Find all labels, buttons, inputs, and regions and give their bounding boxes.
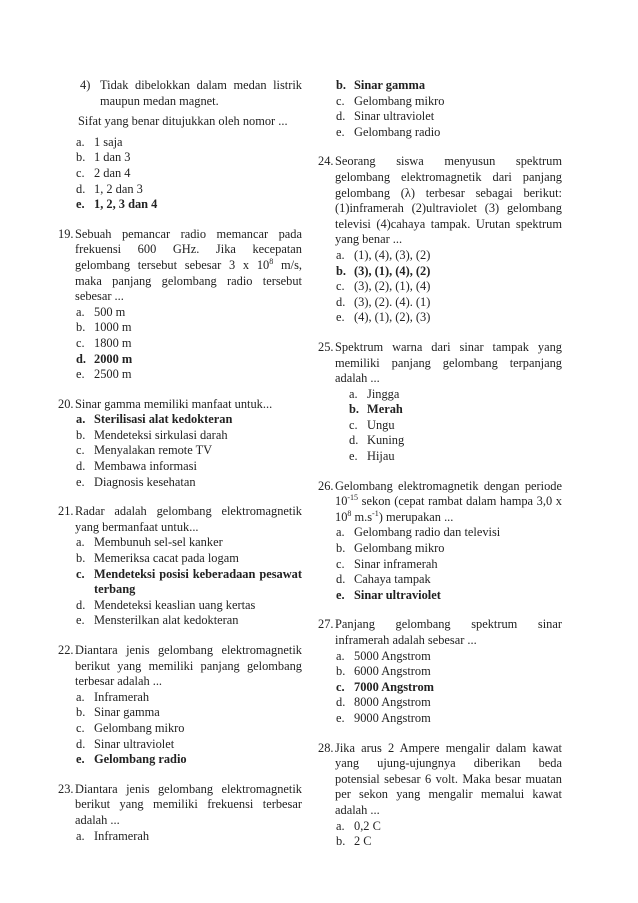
carry-prompt: Sifat yang benar ditujukkan oleh nomor ...	[78, 114, 288, 129]
question-text-part: m/s, maka panjang gelombang radio tersebut sebesar ...	[75, 257, 302, 304]
option-e-answer	[58, 197, 302, 213]
option-label: a.	[76, 689, 85, 704]
option-b	[58, 150, 302, 166]
option-text: Mendeteksi keaslian uang kertas	[94, 597, 256, 612]
option-label: c.	[349, 417, 358, 432]
option-d	[318, 572, 562, 588]
option-text: Gelombang radio	[354, 124, 441, 139]
option-label: d.	[76, 736, 86, 751]
option-text: Sinar gamma	[354, 78, 426, 92]
option-label: d.	[336, 572, 346, 587]
option-text: Sterilisasi alat kedokteran	[94, 412, 233, 427]
option-c	[58, 166, 302, 182]
option-text: 6000 Angstrom	[354, 664, 431, 679]
right-column	[318, 78, 562, 850]
question-text-part: Sebuah pemancar radio memancar pada frekuensi 600 GHz. Jika kecepatan gelombang tersebut sebesar 3 x 10	[75, 226, 302, 272]
option-b	[318, 664, 562, 680]
option-text: 8000 Angstrom	[354, 695, 431, 710]
option-c-answer	[318, 680, 562, 696]
option-text: Diagnosis kesehatan	[94, 474, 196, 489]
option-text: 1 saja	[94, 134, 123, 149]
option-c	[318, 94, 562, 110]
option-text: Sinar gamma	[94, 705, 160, 720]
question-24	[318, 154, 562, 248]
option-a	[58, 305, 302, 321]
option-label: b.	[336, 664, 346, 679]
option-e	[318, 310, 562, 326]
option-text: Inframerah	[94, 689, 150, 704]
question-text: Jika arus 2 Ampere mengalir dalam kawat yang ujung-ujungnya diberikan beda potensial sebesar 6 volt. Maka besar muatan per sekon yang mengalir memalui kawat adalah ...	[335, 740, 562, 817]
option-text: Memeriksa cacat pada logam	[94, 551, 239, 566]
option-e	[318, 711, 562, 727]
option-b	[58, 705, 302, 721]
question-number: 28.	[318, 740, 334, 755]
option-e-answer	[58, 752, 302, 768]
option-label: a.	[76, 304, 85, 319]
question-text: Panjang gelombang spektrum sinar inframerah adalah sebesar ...	[335, 617, 562, 647]
option-label: e.	[336, 310, 345, 325]
question-number: 24.	[318, 154, 334, 169]
question-text: Diantara jenis gelombang elektromagnetik berikut yang memiliki frekuensi terbesar adalah ...	[75, 781, 302, 827]
option-d	[318, 109, 562, 125]
option-text: 7000 Angstrom	[354, 679, 434, 694]
option-label: a.	[336, 525, 345, 540]
option-text: Gelombang radio	[94, 752, 187, 767]
option-label: e.	[76, 752, 85, 767]
option-label: c.	[336, 679, 345, 694]
option-label: b.	[336, 78, 346, 92]
question-27	[318, 617, 562, 648]
option-label: d.	[336, 294, 346, 309]
question-number: 26.	[318, 478, 334, 493]
exponent: -1	[372, 508, 379, 518]
option-text: Mensterilkan alat kedokteran	[94, 613, 239, 628]
option-e	[58, 367, 302, 383]
option-a	[58, 535, 302, 551]
option-c	[58, 721, 302, 737]
option-d	[318, 433, 562, 449]
option-label: e.	[349, 449, 358, 464]
option-e	[318, 449, 562, 465]
option-a	[318, 387, 562, 403]
option-label: b.	[336, 263, 346, 278]
exponent: 8	[347, 508, 352, 518]
option-a	[318, 819, 562, 835]
option-text: Sinar inframerah	[354, 556, 438, 571]
item-text: Tidak dibelokkan dalam medan listrik maupun medan magnet.	[100, 78, 302, 108]
option-text: (4), (1), (2), (3)	[354, 310, 431, 325]
exponent: 8	[269, 256, 274, 266]
option-text: Ungu	[367, 417, 395, 432]
question-23	[58, 782, 302, 829]
option-text: (3), (2). (4). (1)	[354, 294, 431, 309]
option-c	[58, 443, 302, 459]
option-text: 2 dan 4	[94, 165, 131, 180]
option-e	[58, 613, 302, 629]
option-b	[318, 541, 562, 557]
option-label: e.	[76, 474, 85, 489]
option-label: e.	[76, 613, 85, 628]
option-text: Kuning	[367, 433, 405, 448]
option-c	[318, 418, 562, 434]
question-number: 27.	[318, 617, 334, 632]
question-text-part: ) merupakan ...	[378, 509, 454, 524]
option-a	[58, 690, 302, 706]
question-text	[75, 227, 302, 305]
option-a	[58, 135, 302, 151]
option-label: c.	[76, 566, 85, 581]
question-22	[58, 643, 302, 690]
option-label: c.	[76, 720, 85, 735]
option-label: b.	[336, 834, 346, 849]
option-label: d.	[336, 109, 346, 124]
option-label: d.	[349, 433, 359, 448]
option-e-answer	[318, 588, 562, 604]
option-label: e.	[336, 710, 345, 725]
option-text: Menyalakan remote TV	[94, 443, 213, 458]
option-text: (3), (2), (1), (4)	[354, 279, 431, 294]
option-b-answer	[318, 264, 562, 280]
option-text: 9000 Angstrom	[354, 710, 431, 725]
question-text: Spektrum warna dari sinar tampak yang memiliki panjang gelombang terpanjang adalah ...	[335, 339, 562, 386]
option-text: Hijau	[367, 449, 395, 464]
question-number: 20.	[58, 396, 74, 411]
option-b	[58, 428, 302, 444]
left-column	[58, 78, 302, 844]
question-text: Seorang siswa menyusun spektrum gelombang elektromagnetik dari panjang gelombang (λ) terbesar sebagai berikut: (1)inframerah (2)ultraviolet (3) gelombang televisi (4)cahaya tampak. Urutan spektrum yang benar ...	[335, 154, 562, 247]
option-b-answer	[318, 402, 562, 418]
exponent: -15	[347, 493, 359, 503]
option-label: b.	[349, 402, 359, 417]
option-d	[58, 737, 302, 753]
option-e	[58, 475, 302, 491]
option-text: Gelombang radio dan televisi	[354, 525, 501, 540]
option-text: Sinar ultraviolet	[354, 109, 435, 124]
option-text: Membawa informasi	[94, 459, 197, 474]
option-text: 5000 Angstrom	[354, 648, 431, 663]
option-label: c.	[76, 335, 85, 350]
option-text: Inframerah	[94, 828, 150, 843]
option-text: 500 m	[94, 304, 126, 319]
option-text: Gelombang mikro	[354, 93, 445, 108]
option-c	[58, 336, 302, 352]
question-number: 23.	[58, 781, 74, 796]
option-a	[318, 248, 562, 264]
option-text: 2 C	[354, 834, 372, 849]
option-text: Gelombang mikro	[354, 541, 445, 556]
carry-statement-item	[58, 78, 302, 109]
option-e	[318, 125, 562, 141]
question-28	[318, 741, 562, 819]
option-text: Merah	[367, 402, 403, 417]
question-21	[58, 504, 302, 535]
option-b-answer	[318, 78, 562, 94]
question-number: 25.	[318, 339, 334, 354]
question-26	[318, 479, 562, 526]
question-text-part: m.s	[351, 509, 373, 524]
option-text: (1), (4), (3), (2)	[354, 247, 431, 262]
question-text-part: sekon (cepat rambat dalam hampa 3,0 x 10	[335, 494, 562, 524]
option-c	[318, 279, 562, 295]
option-label: b.	[336, 541, 346, 556]
option-b	[58, 320, 302, 336]
option-d	[58, 459, 302, 475]
option-text: Sinar ultraviolet	[94, 736, 175, 751]
option-label: a.	[76, 535, 85, 550]
question-text: Diantara jenis gelombang elektromagnetik berikut yang memiliki panjang gelombang terbesar adalah ...	[75, 643, 302, 689]
question-text	[335, 479, 562, 526]
question-text-part: Gelombang elektromagnetik dengan periode 10	[335, 478, 562, 509]
option-label: d.	[76, 351, 86, 366]
option-label: d.	[76, 181, 86, 196]
option-c	[318, 557, 562, 573]
option-label: b.	[76, 150, 86, 165]
question-19	[58, 227, 302, 305]
option-label: c.	[76, 165, 85, 180]
question-20	[58, 397, 302, 413]
question-number: 21.	[58, 504, 74, 519]
option-text: 1000 m	[94, 320, 132, 335]
option-a	[58, 829, 302, 845]
option-text: 1 dan 3	[94, 150, 131, 165]
option-label: b.	[76, 705, 86, 720]
option-label: c.	[336, 279, 345, 294]
option-text: 1, 2 dan 3	[94, 181, 143, 196]
option-a-answer	[58, 412, 302, 428]
option-label: a.	[349, 386, 358, 401]
option-label: d.	[76, 459, 86, 474]
option-label: d.	[336, 695, 346, 710]
option-d	[58, 182, 302, 198]
option-text: 0,2 C	[354, 818, 381, 833]
question-text: Radar adalah gelombang elektromagnetik yang bermanfaat untuk...	[75, 504, 302, 534]
option-a	[318, 649, 562, 665]
option-label: b.	[76, 427, 86, 442]
option-label: a.	[76, 134, 85, 149]
option-text: Jingga	[367, 386, 400, 401]
option-text: Cahaya tampak	[354, 572, 431, 587]
option-text: Mendeteksi sirkulasi darah	[94, 427, 228, 442]
option-text: Sinar ultraviolet	[354, 587, 441, 602]
option-label: a.	[336, 247, 345, 262]
option-c-answer	[58, 567, 302, 598]
option-text: 1800 m	[94, 335, 132, 350]
option-b	[318, 834, 562, 850]
option-text: Membunuh sel-sel kanker	[94, 535, 223, 550]
option-label: e.	[76, 367, 85, 382]
option-d-answer	[58, 352, 302, 368]
option-label: a.	[76, 412, 86, 427]
option-label: b.	[76, 551, 86, 566]
question-number: 19.	[58, 226, 74, 241]
item-label: 4)	[80, 78, 91, 92]
option-d	[58, 598, 302, 614]
option-label: e.	[336, 587, 345, 602]
option-d	[318, 295, 562, 311]
option-d	[318, 695, 562, 711]
option-label: a.	[336, 648, 345, 663]
option-label: b.	[76, 320, 86, 335]
option-label: a.	[76, 828, 85, 843]
option-label: c.	[76, 443, 85, 458]
question-25	[318, 340, 562, 387]
option-b	[58, 551, 302, 567]
option-label: c.	[336, 93, 345, 108]
option-label: d.	[76, 597, 86, 612]
option-label: e.	[76, 197, 85, 212]
option-text: (3), (1), (4), (2)	[354, 263, 431, 278]
option-text: Gelombang mikro	[94, 720, 185, 735]
option-text: 2000 m	[94, 351, 133, 366]
question-text: Sinar gamma memiliki manfaat untuk...	[75, 396, 273, 411]
option-label: e.	[336, 124, 345, 139]
option-text: 1, 2, 3 dan 4	[94, 197, 158, 212]
option-text: Mendeteksi posisi keberadaan pesawat terbang	[94, 566, 302, 597]
option-text: 2500 m	[94, 367, 132, 382]
option-a	[318, 525, 562, 541]
question-number: 22.	[58, 643, 74, 657]
option-label: c.	[336, 556, 345, 571]
option-label: a.	[336, 818, 345, 833]
